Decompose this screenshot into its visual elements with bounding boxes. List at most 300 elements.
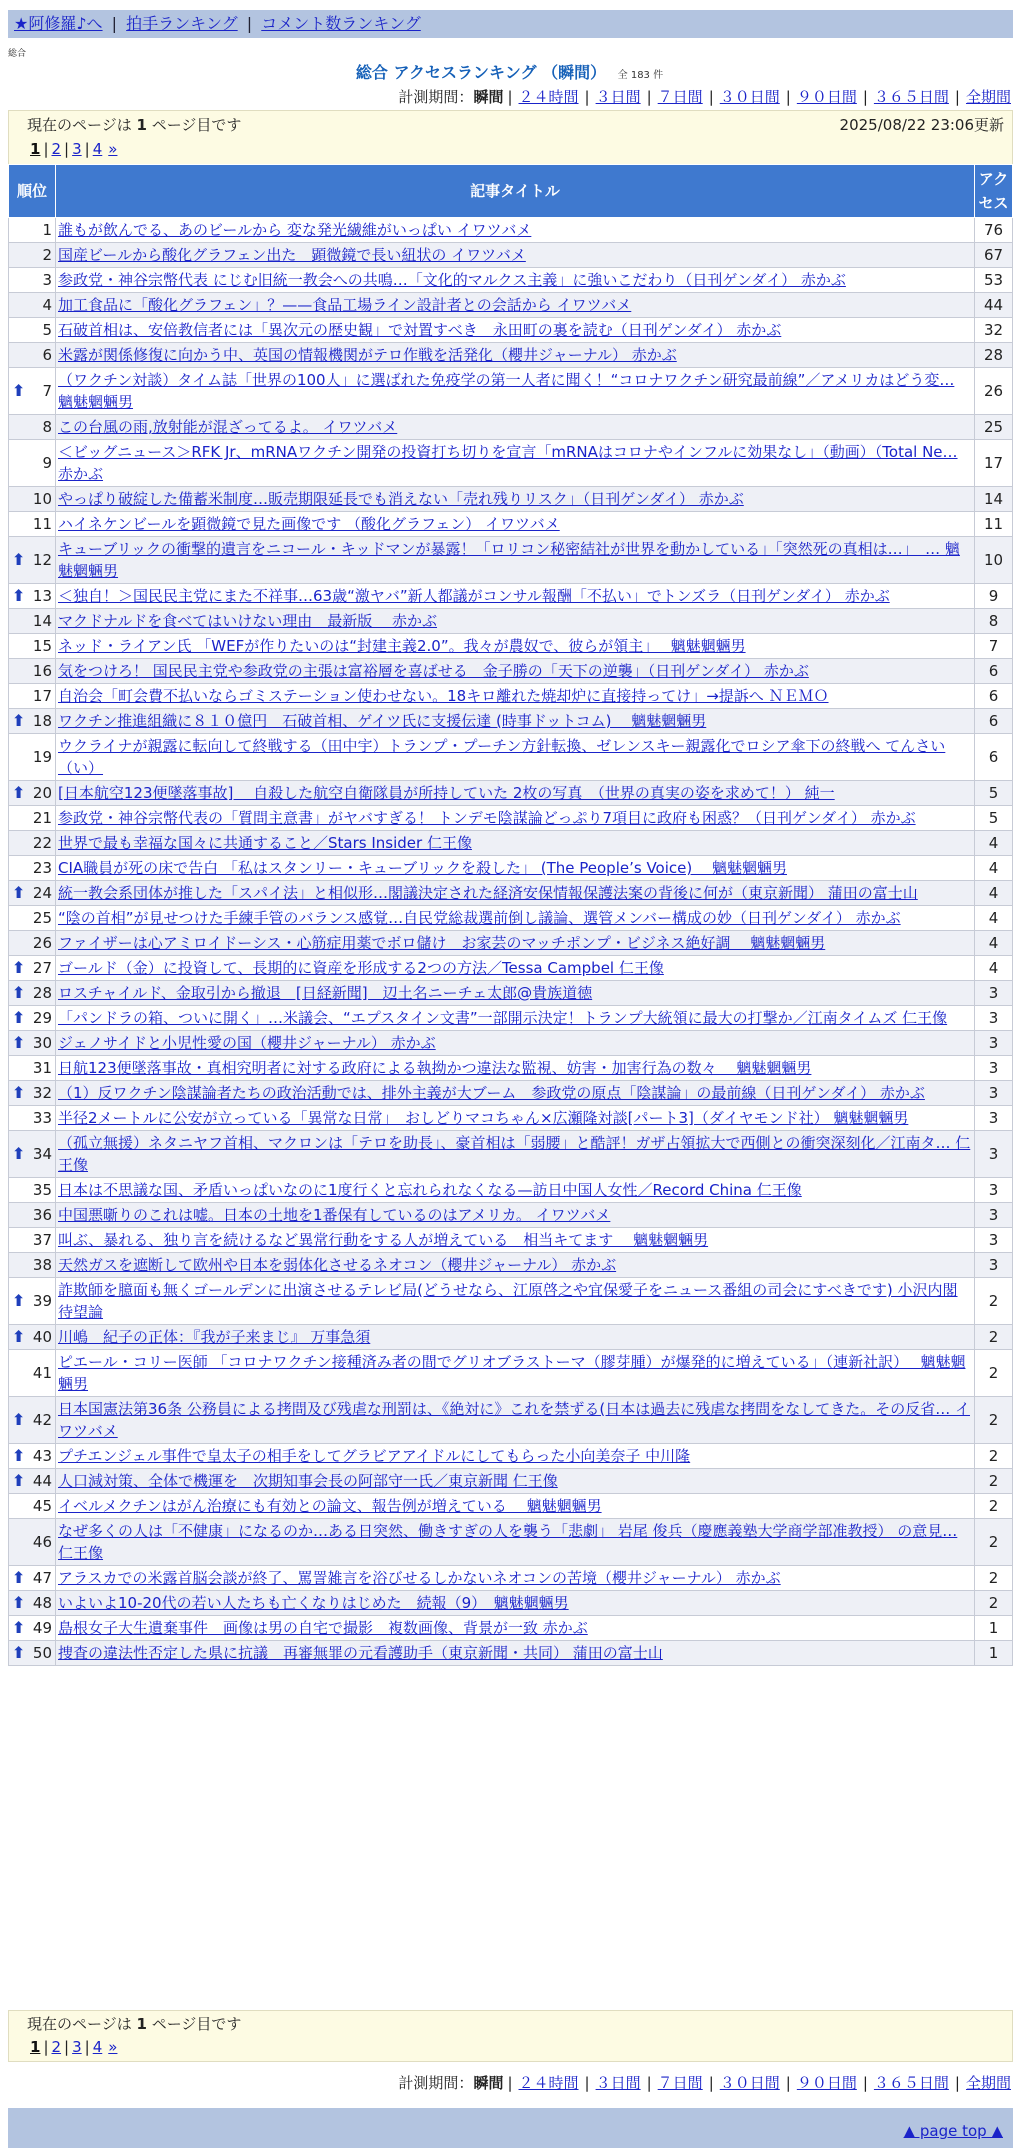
article-link[interactable]: （孤立無援）ネタニヤフ首相、マクロンは「テロを助長」、豪首相は「弱腰」と酷評！ガザ占領拡大で西側との衝突深刻化／江南タ… 仁王像 [58,1134,971,1174]
rank-number: 20 [32,784,52,802]
pager-link[interactable]: 4 [92,140,103,158]
rank-number: 17 [32,687,52,705]
access-count: 11 [975,512,1013,537]
period-selector-bottom [398,2072,1013,2093]
article-link[interactable]: 詐欺師を臆面も無くゴールデンに出演させるテレビ局(どうせなら、江原啓之や宜保愛子をニュース番組の司会にすべきです) 小沢内閣待望論 [58,1281,958,1321]
rank-up-arrow-icon: ⬆ [12,1618,26,1637]
article-link[interactable]: 統一教会系団体が推した「スパイ法」と相似形…閣議決定された経済安保情報保護法案の背後に何が（東京新聞） 蒲田の富士山 [58,884,918,902]
article-link[interactable]: ファイザーは心アミロイドーシス・心筋症用薬でボロ儲け お家芸のマッチポンプ・ビジネス絶好調 魑魅魍魎男 [58,934,826,952]
title-cell [56,1566,975,1591]
rank-number: 14 [32,612,52,630]
rank-cell [9,881,56,906]
rank-cell [9,1178,56,1203]
page-title-row [0,60,1019,83]
rank-number: 7 [42,382,52,400]
rank-cell [9,440,56,487]
access-count: 76 [975,218,1013,243]
title-cell [56,584,975,609]
rank-cell [9,981,56,1006]
access-count: 3 [975,1081,1013,1106]
article-link[interactable]: 世界で最も幸福な国々に共通すること／Stars Insider 仁王像 [58,834,472,852]
rank-number: 18 [32,712,52,730]
table-row [9,1397,1013,1444]
article-link[interactable]: [日本航空123便墜落事故] 自殺した航空自衛隊員が所持していた 2枚の写真 （世界の真実の姿を求めて！） 純一 [58,784,835,802]
period-current: 瞬間 [473,2074,504,2092]
access-count: 2 [975,1397,1013,1444]
rank-cell [9,343,56,368]
table-row [9,218,1013,243]
article-link[interactable]: 米露が関係修復に向かう中、英国の情報機関がテロ作戦を活発化（櫻井ジャーナル） 赤かぶ [58,346,677,364]
table-row [9,931,1013,956]
rank-number: 9 [42,454,52,472]
rank-number: 1 [42,221,52,239]
access-count: 3 [975,981,1013,1006]
article-link[interactable]: “陰の首相”が見せつけた手練手管のバランス感覚…自民党総裁選前倒し議論、選管メンバー構成の妙（日刊ゲンダイ） 赤かぶ [58,909,901,927]
article-link[interactable]: 加工食品に「酸化グラフェン」？——食品工場ライン設計者との会話から イワツバメ [58,296,632,314]
pager-next[interactable]: » [108,140,118,158]
pager-next[interactable]: » [108,2038,118,2056]
table-row [9,1469,1013,1494]
access-count: 32 [975,318,1013,343]
article-link[interactable]: 人口減対策、全体で機運を 次期知事会長の阿部守一氏／東京新聞 仁王像 [58,1472,558,1490]
article-link[interactable]: 天然ガスを遮断して欧州や日本を弱体化させるネオコン（櫻井ジャーナル） 赤かぶ [58,1256,617,1274]
title-cell [56,831,975,856]
article-link[interactable]: 日本国憲法第36条 公務員による拷問及び残虐な刑罰は、《絶対に》これを禁ずる(日本は過去に残虐な拷問をなしてきた。その反省… イワツバメ [58,1400,970,1440]
pager-top [27,137,994,161]
table-row [9,293,1013,318]
title-cell [56,415,975,440]
title-cell [56,1616,975,1641]
home-link[interactable]: ★阿修羅♪へ [14,14,103,33]
access-count: 44 [975,293,1013,318]
period-link[interactable]: ７日間 [657,2074,703,2092]
period-link[interactable]: 全期間 [965,2074,1011,2092]
rank-up-arrow-icon: ⬆ [12,1327,26,1346]
rank-cell [9,856,56,881]
access-count: 2 [975,1519,1013,1566]
access-count: 10 [975,537,1013,584]
title-cell [56,1469,975,1494]
access-count: 3 [975,1253,1013,1278]
article-link[interactable]: 叫ぶ、暴れる、独り言を続けるなど異常行動をする人が増えている 相当キてます 魑魅魍魎男 [58,1231,709,1249]
pager-current[interactable]: 1 [30,140,41,158]
page-text-post: ページ目です [151,116,242,134]
rank-up-arrow-icon: ⬆ [12,711,26,730]
table-row [9,1350,1013,1397]
period-separator: | [708,2074,714,2092]
page-top-link[interactable]: ▲ page top ▲ [903,2122,1003,2140]
article-link[interactable]: アラスカでの米露首脳会談が終了、罵詈雑言を浴びせるしかないネオコンの苦境（櫻井ジャーナル） 赤かぶ [58,1569,781,1587]
page-info-bottom [8,2010,1013,2062]
access-count: 26 [975,368,1013,415]
article-link[interactable]: 中国悪噺りのこれは嘘。日本の土地を1番保有しているのはアメリカ。 イワツバメ [58,1206,611,1224]
rank-cell [9,512,56,537]
title-cell [56,293,975,318]
rank-cell [9,584,56,609]
rank-up-arrow-icon: ⬆ [12,381,26,400]
access-count: 1 [975,1616,1013,1641]
category-label: 総合 [8,49,27,59]
access-count: 3 [975,1006,1013,1031]
rank-cell [9,293,56,318]
rank-cell [9,268,56,293]
access-count: 4 [975,881,1013,906]
access-count: 3 [975,1056,1013,1081]
table-row [9,368,1013,415]
pager-current[interactable]: 1 [30,2038,41,2056]
table-row [9,415,1013,440]
access-count: 6 [975,734,1013,781]
page-text-post: ページ目です [151,2015,242,2033]
access-count: 8 [975,609,1013,634]
title-cell [56,1056,975,1081]
rank-number: 8 [42,418,52,436]
table-row [9,1444,1013,1469]
article-link[interactable]: ＜ビッグニュース＞RFK Jr、mRNAワクチン開発の投資打ち切りを宣言「mRNAはコロナやインフルに効果なし」（動画）（Total Ne… 赤かぶ [58,443,958,483]
access-count: 4 [975,956,1013,981]
access-count: 6 [975,659,1013,684]
rank-number: 11 [32,515,52,533]
article-link[interactable]: なぜ多くの人は「不健康」になるのか…ある日突然、働きすぎの人を襲う「悲劇」 岩尾 俊兵（慶應義塾大学商学部准教授） の意見… 仁王像 [58,1522,958,1562]
rank-number: 37 [32,1231,52,1249]
table-row [9,881,1013,906]
access-count: 9 [975,584,1013,609]
period-link[interactable]: ３６５日間 [873,88,949,106]
table-row [9,1325,1013,1350]
article-link[interactable]: いよいよ10-20代の若い人たちも亡くなりはじめた 続報（9） 魑魅魍魎男 [58,1594,569,1612]
rank-number: 23 [32,859,52,877]
rank-cell [9,1056,56,1081]
rank-cell [9,1591,56,1616]
table-row [9,1178,1013,1203]
article-link[interactable]: ハイネケンビールを顕微鏡で見た画像です （酸化グラフェン） イワツバメ [58,515,560,533]
period-link[interactable]: ３日間 [595,88,641,106]
period-link[interactable]: ９０日間 [796,88,857,106]
access-count: 3 [975,1131,1013,1178]
rank-number: 48 [32,1594,52,1612]
rank-cell [9,1444,56,1469]
article-link[interactable]: （ワクチン対談）タイム誌「世界の100人」に選ばれた免疫学の第一人者に聞く！“コロナワクチン研究最前線”／アメリカはどう変… 魑魅魍魎男 [58,371,955,411]
pager-link[interactable]: 3 [72,2038,82,2056]
title-cell [56,1253,975,1278]
period-separator: | [708,88,714,106]
rank-cell [9,1641,56,1666]
pager-link[interactable]: 4 [92,2038,103,2056]
rank-cell [9,709,56,734]
access-count: 25 [975,415,1013,440]
title-cell [56,659,975,684]
rank-number: 45 [32,1497,52,1515]
rank-number: 28 [32,984,52,1002]
article-link[interactable]: ゴールド（金）に投資して、長期的に資産を形成する2つの方法／Tessa Campbel 仁王像 [58,959,664,977]
rank-cell [9,1519,56,1566]
rank-number: 10 [32,490,52,508]
header-rank: 順位 [9,165,56,218]
title-cell [56,487,975,512]
access-count: 3 [975,1031,1013,1056]
period-link[interactable]: ３０日間 [719,88,780,106]
article-link[interactable]: 捜査の違法性否定した県に抗議 再審無罪の元看護助手（東京新聞・共同） 蒲田の富士山 [58,1644,663,1662]
article-link[interactable]: ロスチャイルド、金取引から撤退 [日経新聞] 辺土名ニーチェ太郎@貴族道徳 [58,984,593,1002]
rank-up-arrow-icon: ⬆ [12,883,26,902]
pager-separator: | [43,140,49,158]
rank-cell [9,956,56,981]
rank-cell [9,781,56,806]
title-cell [56,1228,975,1253]
rank-cell [9,1031,56,1056]
page-text-pre: 現在のページは [27,116,132,134]
period-selector-top [398,86,1013,107]
rank-cell [9,1469,56,1494]
pager-link[interactable]: 2 [51,140,62,158]
period-separator: | [584,88,590,106]
table-row [9,512,1013,537]
period-separator: | [862,2074,868,2092]
article-link[interactable]: やっぱり破綻した備蓄米制度…販売期限延長でも消えない「売れ残りリスク」（日刊ゲンダイ） 赤かぶ [58,490,744,508]
period-link[interactable]: 全期間 [965,88,1011,106]
table-row [9,781,1013,806]
rank-cell [9,537,56,584]
period-separator: | [584,2074,590,2092]
access-count: 2 [975,1494,1013,1519]
title-cell [56,318,975,343]
title-cell [56,956,975,981]
article-link[interactable]: ＜独自！＞国民民主党にまた不祥事…63歳“激ヤバ”新人都議がコンサル報酬「不払い」でトンズラ（日刊ゲンダイ） 赤かぶ [58,587,890,605]
period-separator: | [646,2074,652,2092]
period-link[interactable]: ９０日間 [796,2074,857,2092]
rank-cell [9,1006,56,1031]
rank-number: 31 [32,1059,52,1077]
rank-number: 29 [32,1009,52,1027]
table-row [9,1519,1013,1566]
rank-up-arrow-icon: ⬆ [12,1471,26,1490]
table-row [9,1494,1013,1519]
article-link[interactable]: CIA職員が死の床で告白 「私はスタンリー・キューブリックを殺した」 (The People’s Voice) 魑魅魍魎男 [58,859,787,877]
access-count: 3 [975,1106,1013,1131]
rank-cell [9,1106,56,1131]
period-label: 計測期間： [398,2074,474,2092]
article-link[interactable]: 誰もが飲んでる、あのビールから 変な発光繊維がいっぱい イワツバメ [58,221,532,239]
period-link[interactable]: ７日間 [657,88,703,106]
rank-cell [9,1131,56,1178]
table-row [9,487,1013,512]
rank-cell [9,487,56,512]
rank-number: 43 [32,1447,52,1465]
footer-bar [8,2108,1013,2148]
rank-up-arrow-icon: ⬆ [12,1446,26,1465]
table-row [9,318,1013,343]
rank-number: 40 [32,1328,52,1346]
page-number: 1 [136,116,147,134]
title-cell [56,1006,975,1031]
article-link[interactable]: 参政党・神谷宗幣代表の「質問主意書」がヤバすぎる！ トンデモ陰謀論どっぷり7項目に政府も困惑？（日刊ゲンダイ） 赤かぶ [58,809,916,827]
table-row [9,343,1013,368]
period-separator: | [507,88,513,106]
article-link[interactable]: 気をつけろ！ 国民民主党や参政党の主張は富裕層を喜ばせる 金子勝の「天下の逆襲」（日刊ゲンダイ） 赤かぶ [58,662,809,680]
title-cell [56,243,975,268]
title-cell [56,1278,975,1325]
access-count: 4 [975,931,1013,956]
article-link[interactable]: 島根女子大生遺棄事件 画像は男の自宅で撮影 複数画像、背景が一致 赤かぶ [58,1619,588,1637]
article-link[interactable]: マクドナルドを食べてはいけない理由 最新版 赤かぶ [58,612,438,630]
period-link[interactable]: ３６５日間 [873,2074,949,2092]
period-current: 瞬間 [473,88,504,106]
title-cell [56,343,975,368]
period-separator: | [785,2074,791,2092]
table-row [9,440,1013,487]
table-row [9,1566,1013,1591]
access-count: 2 [975,1444,1013,1469]
rank-up-arrow-icon: ⬆ [12,783,26,802]
rank-cell [9,634,56,659]
rank-number: 42 [32,1411,52,1429]
rank-cell [9,218,56,243]
table-row [9,537,1013,584]
period-separator: | [954,2074,960,2092]
pager-link[interactable]: 3 [72,140,82,158]
access-count: 3 [975,1178,1013,1203]
rank-cell [9,609,56,634]
table-row [9,1253,1013,1278]
rank-cell [9,1081,56,1106]
rank-number: 36 [32,1206,52,1224]
access-count: 6 [975,709,1013,734]
rank-cell [9,1325,56,1350]
article-link[interactable]: イベルメクチンはがん治療にも有効との論文、報告例が増えている 魑魅魍魎男 [58,1497,602,1515]
access-count: 67 [975,243,1013,268]
rank-cell [9,1397,56,1444]
title-cell [56,1031,975,1056]
rank-number: 24 [32,884,52,902]
table-row [9,1006,1013,1031]
title-cell [56,781,975,806]
article-link[interactable]: （1）反ワクチン陰謀論者たちの政治活動では、排外主義が大ブーム 参政党の原点「陰謀論」の最前線（日刊ゲンダイ） 赤かぶ [58,1084,925,1102]
article-link[interactable]: 川嶋 紀子の正体：『我が子来まじ』 万事急須 [58,1328,371,1346]
access-count: 5 [975,781,1013,806]
table-row [9,1616,1013,1641]
top-nav [8,10,1013,38]
table-row [9,906,1013,931]
period-separator: | [646,88,652,106]
title-cell [56,440,975,487]
rank-number: 27 [32,959,52,977]
article-link[interactable]: 「パンドラの箱、ついに開く」…米議会、“エプスタイン文書”一部開示決定！トランプ大統領に最大の打撃か／江南タイムズ 仁王像 [58,1009,948,1027]
comment-ranking-link[interactable]: コメント数ランキング [261,14,421,33]
title-cell [56,1591,975,1616]
table-row [9,1081,1013,1106]
article-link[interactable]: ワクチン推進組織に８１０億円 石破首相、ゲイツ氏に支援伝達 (時事ドットコム) 魑魅魍魎男 [58,712,707,730]
rank-cell [9,415,56,440]
title-cell [56,1519,975,1566]
article-link[interactable]: この台風の雨,放射能が混ざってるよ。 イワツバメ [58,418,398,436]
table-row [9,634,1013,659]
access-count: 53 [975,268,1013,293]
access-count: 14 [975,487,1013,512]
rank-up-arrow-icon: ⬆ [12,1291,26,1310]
period-separator: | [785,88,791,106]
access-count: 2 [975,1325,1013,1350]
table-row [9,268,1013,293]
article-link[interactable]: 石破首相は、安倍教信者には「異次元の歴史観」で対置すべき 永田町の裏を読む（日刊ゲンダイ） 赤かぶ [58,321,782,339]
page-title: 総合 アクセスランキング （瞬間） [355,63,607,82]
article-link[interactable]: ネッド・ライアン氏 「WEFが作りたいのは“封建主義2.0”。我々が農奴で、彼らが領主」 魑魅魍魎男 [58,637,746,655]
access-count: 2 [975,1278,1013,1325]
updated-time: 2025/08/22 23:06更新 [839,116,1004,134]
access-count: 1 [975,1641,1013,1666]
rank-up-arrow-icon: ⬆ [12,586,26,605]
access-count: 7 [975,634,1013,659]
rank-cell [9,906,56,931]
rank-up-arrow-icon: ⬆ [12,1410,26,1429]
period-link[interactable]: ２４時間 [518,88,579,106]
article-link[interactable]: ピエール・コリー医師 「コロナワクチン接種済み者の間でグリオブラストーマ（膠芽腫）が爆発的に増えている」（連新社訳） 魑魅魍魎男 [58,1353,966,1393]
title-cell [56,734,975,781]
table-row [9,709,1013,734]
article-link[interactable]: 半径2メートルに公安が立っている「異常な日常」 おしどりマコちゃん×広瀬隆対談[パート3]（ダイヤモンド社） 魑魅魍魎男 [58,1109,909,1127]
pager-separator: | [64,140,70,158]
title-cell [56,806,975,831]
article-link[interactable]: ジェノサイドと小児性愛の国（櫻井ジャーナル） 赤かぶ [58,1034,436,1052]
rank-number: 19 [32,748,52,766]
clap-ranking-link[interactable]: 拍手ランキング [126,14,238,33]
period-label: 計測期間： [398,88,474,106]
article-link[interactable]: プチエンジェル事件で皇太子の相手をしてグラビアアイドルにしてもらった小向美奈子 中川隆 [58,1447,691,1465]
nav-separator: | [246,14,253,33]
rank-up-arrow-icon: ⬆ [12,958,26,977]
table-row [9,981,1013,1006]
access-count: 2 [975,1566,1013,1591]
header-title: 記事タイトル [56,165,975,218]
total-count: 全 183 件 [617,70,664,81]
title-cell [56,218,975,243]
rank-number: 25 [32,909,52,927]
table-row [9,1641,1013,1666]
period-link[interactable]: ３日間 [595,2074,641,2092]
title-cell [56,1203,975,1228]
article-link[interactable]: 自治会「町会費不払いならゴミステーション使わせない。18キロ離れた焼却炉に直接持ってけ」→提訴へ ＮＥＭＯ [58,687,829,705]
article-link[interactable]: ウクライナが親露に転向して終戦する（田中宇）トランプ・プーチン方針転換、ゼレンスキー親露化でロシア傘下の終戦へ てんさい（い） [58,737,946,777]
article-link[interactable]: キューブリックの衝撃的遺言をニコール・キッドマンが暴露！「ロリコン秘密結社が世界を動かしている」「突然死の真相は…」 … 魑魅魍魎男 [58,540,960,580]
table-row [9,1056,1013,1081]
rank-number: 21 [32,809,52,827]
access-count: 4 [975,856,1013,881]
table-row [9,1591,1013,1616]
rank-cell [9,1253,56,1278]
rank-cell [9,1228,56,1253]
page-info-top [8,110,1013,166]
rank-number: 46 [32,1533,52,1551]
title-cell [56,1397,975,1444]
article-link[interactable]: 国産ビールから酸化グラフェン出た 顕微鏡で長い紐状の イワツバメ [58,246,526,264]
rank-number: 39 [32,1292,52,1310]
pager-link[interactable]: 2 [51,2038,62,2056]
rank-up-arrow-icon: ⬆ [12,1008,26,1027]
article-link[interactable]: 日航123便墜落事故・真相究明者に対する政府による執拗かつ違法な監視、妨害・加害行為の数々 魑魅魍魎男 [58,1059,812,1077]
rank-cell [9,318,56,343]
table-row [9,1131,1013,1178]
pager-separator: | [64,2038,70,2056]
rank-number: 41 [32,1364,52,1382]
access-count: 3 [975,1228,1013,1253]
period-link[interactable]: ２４時間 [518,2074,579,2092]
period-link[interactable]: ３０日間 [719,2074,780,2092]
table-row [9,684,1013,709]
rank-cell [9,368,56,415]
rank-number: 38 [32,1256,52,1274]
article-link[interactable]: 参政党・神谷宗幣代表 にじむ旧統一教会への共鳴…「文化的マルクス主義」に強いこだわり（日刊ゲンダイ） 赤かぶ [58,271,846,289]
article-link[interactable]: 日本は不思議な国、矛盾いっぱいなのに1度行くと忘れられなくなる—訪日中国人女性／Record China 仁王像 [58,1181,802,1199]
rank-cell [9,1566,56,1591]
